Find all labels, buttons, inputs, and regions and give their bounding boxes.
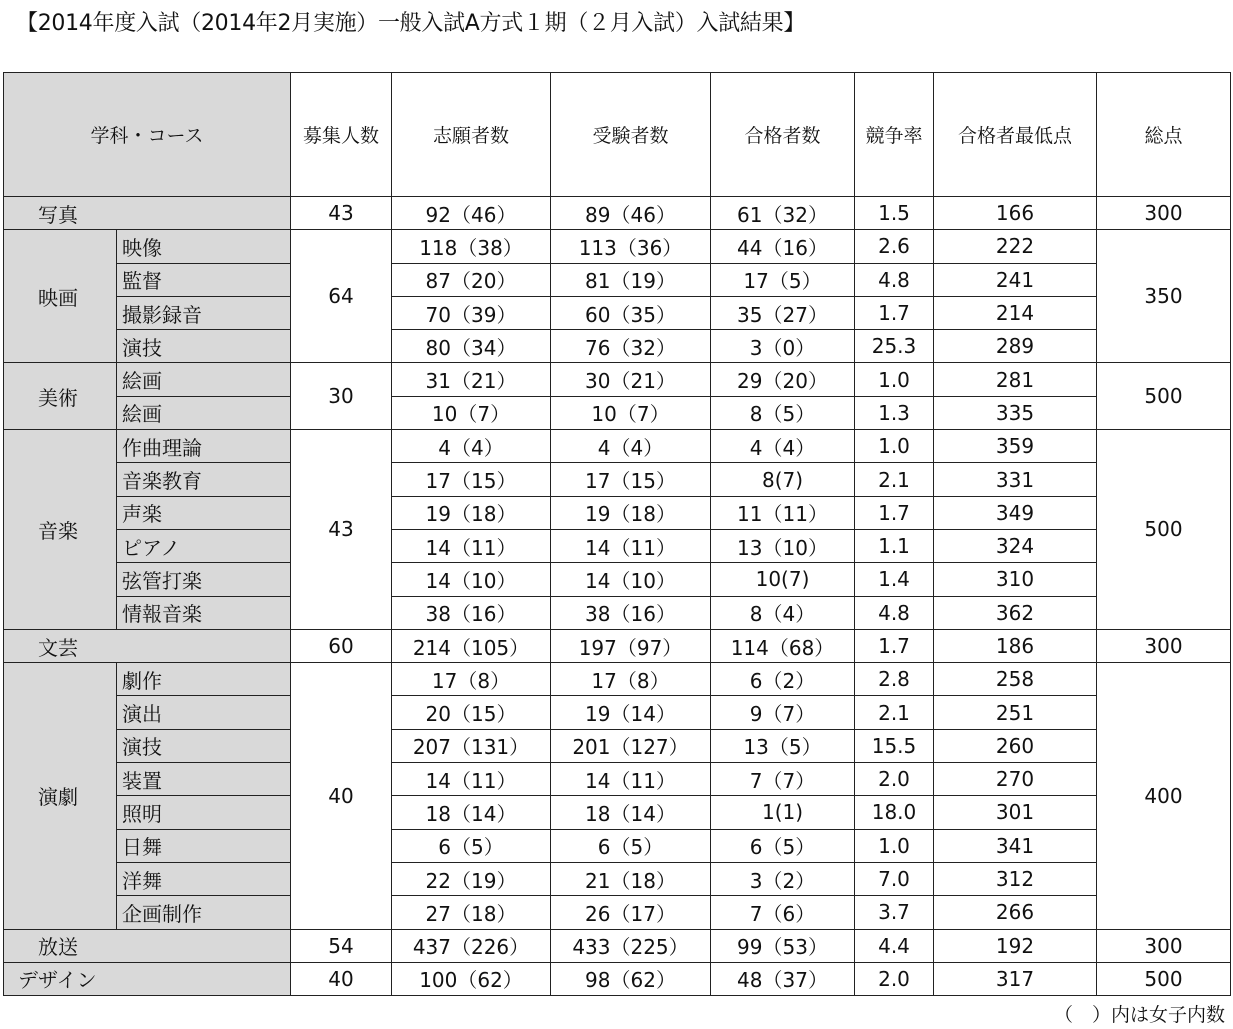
- examinees-cell: 17（15）: [551, 463, 711, 496]
- examinees-cell: 26（17）: [551, 896, 711, 929]
- total-score-cell: 400: [1097, 663, 1231, 929]
- applicants-cell: 19（18）: [392, 496, 551, 529]
- quota-cell: 64: [291, 230, 392, 363]
- table-row: [4, 829, 1231, 862]
- header-examinees: 受験者数: [551, 73, 711, 197]
- passed-cell: 10(7): [711, 563, 855, 596]
- course-cell: 映像: [117, 230, 291, 263]
- header-course: 学科・コース: [4, 73, 291, 197]
- ratio-cell: 25.3: [855, 330, 934, 363]
- examinees-cell: 98（62）: [551, 962, 711, 995]
- course-cell: 音楽教育: [117, 463, 291, 496]
- footnote: （ ）内は女子内数: [1053, 1004, 1225, 1026]
- passed-cell: 7（6）: [711, 896, 855, 929]
- min-score-cell: 324: [934, 529, 1097, 562]
- passed-cell: 3（2）: [711, 862, 855, 895]
- table-row: [4, 363, 1231, 396]
- ratio-cell: 1.7: [855, 296, 934, 329]
- applicants-cell: 437（226）: [392, 929, 551, 962]
- table-row: [4, 663, 1231, 696]
- passed-cell: 3（0）: [711, 330, 855, 363]
- min-score-cell: 362: [934, 596, 1097, 629]
- ratio-cell: 7.0: [855, 862, 934, 895]
- table-row: [4, 896, 1231, 929]
- min-score-cell: 270: [934, 763, 1097, 796]
- passed-cell: 8（5）: [711, 396, 855, 429]
- page-title: 【2014年度入試（2014年2月実施）一般入試A方式１期（２月入試）入試結果】: [16, 11, 806, 36]
- course-cell: 声楽: [117, 496, 291, 529]
- applicants-cell: 100（62）: [392, 962, 551, 995]
- total-score-cell: 500: [1097, 363, 1231, 430]
- passed-cell: 35（27）: [711, 296, 855, 329]
- ratio-cell: 1.0: [855, 829, 934, 862]
- results-body: [4, 197, 1231, 996]
- applicants-cell: 38（16）: [392, 596, 551, 629]
- department-cell: 写真: [4, 197, 291, 230]
- table-row: [4, 463, 1231, 496]
- applicants-cell: 4（4）: [392, 430, 551, 463]
- total-score-cell: 300: [1097, 197, 1231, 230]
- min-score-cell: 301: [934, 796, 1097, 829]
- course-cell: 劇作: [117, 663, 291, 696]
- department-cell: 文芸: [4, 629, 291, 662]
- applicants-cell: 20（15）: [392, 696, 551, 729]
- applicants-cell: 207（131）: [392, 729, 551, 762]
- ratio-cell: 2.1: [855, 696, 934, 729]
- min-score-cell: 331: [934, 463, 1097, 496]
- passed-cell: 9（7）: [711, 696, 855, 729]
- table-row: [4, 962, 1231, 995]
- ratio-cell: 2.6: [855, 230, 934, 263]
- department-cell: デザイン: [4, 962, 291, 995]
- passed-cell: 114（68）: [711, 629, 855, 662]
- passed-cell: 1(1): [711, 796, 855, 829]
- ratio-cell: 1.7: [855, 629, 934, 662]
- applicants-cell: 14（10）: [392, 563, 551, 596]
- ratio-cell: 1.7: [855, 496, 934, 529]
- applicants-cell: 70（39）: [392, 296, 551, 329]
- examinees-cell: 4（4）: [551, 430, 711, 463]
- applicants-cell: 22（19）: [392, 862, 551, 895]
- course-cell: 絵画: [117, 396, 291, 429]
- quota-cell: 60: [291, 629, 392, 662]
- ratio-cell: 1.5: [855, 197, 934, 230]
- quota-cell: 43: [291, 430, 392, 630]
- ratio-cell: 1.4: [855, 563, 934, 596]
- table-row: [4, 197, 1231, 230]
- total-score-cell: 500: [1097, 430, 1231, 630]
- passed-cell: 99（53）: [711, 929, 855, 962]
- ratio-cell: 2.8: [855, 663, 934, 696]
- applicants-cell: 18（14）: [392, 796, 551, 829]
- table-row: [4, 396, 1231, 429]
- passed-cell: 13（5）: [711, 729, 855, 762]
- min-score-cell: 289: [934, 330, 1097, 363]
- examinees-cell: 81（19）: [551, 263, 711, 296]
- passed-cell: 7（7）: [711, 763, 855, 796]
- applicants-cell: 27（18）: [392, 896, 551, 929]
- applicants-cell: 17（15）: [392, 463, 551, 496]
- table-row: [4, 563, 1231, 596]
- ratio-cell: 4.8: [855, 263, 934, 296]
- table-row: [4, 862, 1231, 895]
- quota-cell: 30: [291, 363, 392, 430]
- passed-cell: 4（4）: [711, 430, 855, 463]
- examinees-cell: 10（7）: [551, 396, 711, 429]
- applicants-cell: 14（11）: [392, 763, 551, 796]
- header-row: [4, 73, 1231, 197]
- ratio-cell: 4.4: [855, 929, 934, 962]
- min-score-cell: 192: [934, 929, 1097, 962]
- min-score-cell: 266: [934, 896, 1097, 929]
- examinees-cell: 197（97）: [551, 629, 711, 662]
- ratio-cell: 1.1: [855, 529, 934, 562]
- course-cell: 作曲理論: [117, 430, 291, 463]
- examinees-cell: 21（18）: [551, 862, 711, 895]
- min-score-cell: 310: [934, 563, 1097, 596]
- table-row: [4, 796, 1231, 829]
- department-cell: 音楽: [4, 430, 117, 630]
- examinees-cell: 113（36）: [551, 230, 711, 263]
- course-cell: 洋舞: [117, 862, 291, 895]
- min-score-cell: 241: [934, 263, 1097, 296]
- table-row: [4, 929, 1231, 962]
- examinees-cell: 38（16）: [551, 596, 711, 629]
- ratio-cell: 1.3: [855, 396, 934, 429]
- ratio-cell: 4.8: [855, 596, 934, 629]
- passed-cell: 6（5）: [711, 829, 855, 862]
- results-table: [3, 72, 1231, 996]
- table-row: [4, 629, 1231, 662]
- header-passed: 合格者数: [711, 73, 855, 197]
- applicants-cell: 118（38）: [392, 230, 551, 263]
- min-score-cell: 251: [934, 696, 1097, 729]
- course-cell: ピアノ: [117, 529, 291, 562]
- examinees-cell: 201（127）: [551, 729, 711, 762]
- applicants-cell: 6（5）: [392, 829, 551, 862]
- examinees-cell: 433（225）: [551, 929, 711, 962]
- course-cell: 絵画: [117, 363, 291, 396]
- table-row: [4, 696, 1231, 729]
- department-cell: 演劇: [4, 663, 117, 929]
- table-row: [4, 296, 1231, 329]
- min-score-cell: 349: [934, 496, 1097, 529]
- header-min-score: 合格者最低点: [934, 73, 1097, 197]
- ratio-cell: 3.7: [855, 896, 934, 929]
- examinees-cell: 19（18）: [551, 496, 711, 529]
- ratio-cell: 1.0: [855, 430, 934, 463]
- header-ratio: 競争率: [855, 73, 934, 197]
- examinees-cell: 14（11）: [551, 763, 711, 796]
- applicants-cell: 17（8）: [392, 663, 551, 696]
- ratio-cell: 18.0: [855, 796, 934, 829]
- applicants-cell: 87（20）: [392, 263, 551, 296]
- passed-cell: 6（2）: [711, 663, 855, 696]
- header-quota: 募集人数: [291, 73, 392, 197]
- course-cell: 照明: [117, 796, 291, 829]
- ratio-cell: 2.0: [855, 763, 934, 796]
- examinees-cell: 76（32）: [551, 330, 711, 363]
- table-row: [4, 263, 1231, 296]
- table-row: [4, 330, 1231, 363]
- passed-cell: 61（32）: [711, 197, 855, 230]
- min-score-cell: 312: [934, 862, 1097, 895]
- table-row: [4, 596, 1231, 629]
- course-cell: 演技: [117, 729, 291, 762]
- examinees-cell: 18（14）: [551, 796, 711, 829]
- header-total: 総点: [1097, 73, 1231, 197]
- examinees-cell: 89（46）: [551, 197, 711, 230]
- ratio-cell: 1.0: [855, 363, 934, 396]
- table-row: [4, 230, 1231, 263]
- examinees-cell: 14（11）: [551, 529, 711, 562]
- passed-cell: 13（10）: [711, 529, 855, 562]
- examinees-cell: 60（35）: [551, 296, 711, 329]
- quota-cell: 43: [291, 197, 392, 230]
- min-score-cell: 222: [934, 230, 1097, 263]
- course-cell: 情報音楽: [117, 596, 291, 629]
- passed-cell: 8（4）: [711, 596, 855, 629]
- ratio-cell: 2.1: [855, 463, 934, 496]
- examinees-cell: 14（10）: [551, 563, 711, 596]
- course-cell: 演技: [117, 330, 291, 363]
- passed-cell: 8(7): [711, 463, 855, 496]
- total-score-cell: 300: [1097, 929, 1231, 962]
- passed-cell: 11（11）: [711, 496, 855, 529]
- applicants-cell: 10（7）: [392, 396, 551, 429]
- quota-cell: 40: [291, 962, 392, 995]
- course-cell: 撮影録音: [117, 296, 291, 329]
- ratio-cell: 15.5: [855, 729, 934, 762]
- table-row: [4, 529, 1231, 562]
- min-score-cell: 317: [934, 962, 1097, 995]
- table-row: [4, 430, 1231, 463]
- min-score-cell: 214: [934, 296, 1097, 329]
- examinees-cell: 30（21）: [551, 363, 711, 396]
- passed-cell: 48（37）: [711, 962, 855, 995]
- min-score-cell: 186: [934, 629, 1097, 662]
- min-score-cell: 258: [934, 663, 1097, 696]
- course-cell: 演出: [117, 696, 291, 729]
- examinees-cell: 17（8）: [551, 663, 711, 696]
- passed-cell: 44（16）: [711, 230, 855, 263]
- department-cell: 美術: [4, 363, 117, 430]
- header-applicants: 志願者数: [392, 73, 551, 197]
- applicants-cell: 214（105）: [392, 629, 551, 662]
- min-score-cell: 281: [934, 363, 1097, 396]
- course-cell: 日舞: [117, 829, 291, 862]
- department-cell: 映画: [4, 230, 117, 363]
- total-score-cell: 500: [1097, 962, 1231, 995]
- applicants-cell: 14（11）: [392, 529, 551, 562]
- examinees-cell: 19（14）: [551, 696, 711, 729]
- total-score-cell: 350: [1097, 230, 1231, 363]
- quota-cell: 54: [291, 929, 392, 962]
- min-score-cell: 341: [934, 829, 1097, 862]
- min-score-cell: 166: [934, 197, 1097, 230]
- course-cell: 監督: [117, 263, 291, 296]
- applicants-cell: 31（21）: [392, 363, 551, 396]
- min-score-cell: 335: [934, 396, 1097, 429]
- passed-cell: 29（20）: [711, 363, 855, 396]
- table-row: [4, 763, 1231, 796]
- applicants-cell: 92（46）: [392, 197, 551, 230]
- table-row: [4, 496, 1231, 529]
- table-row: [4, 729, 1231, 762]
- department-cell: 放送: [4, 929, 291, 962]
- course-cell: 弦管打楽: [117, 563, 291, 596]
- min-score-cell: 359: [934, 430, 1097, 463]
- ratio-cell: 2.0: [855, 962, 934, 995]
- passed-cell: 17（5）: [711, 263, 855, 296]
- min-score-cell: 260: [934, 729, 1097, 762]
- course-cell: 装置: [117, 763, 291, 796]
- total-score-cell: 300: [1097, 629, 1231, 662]
- applicants-cell: 80（34）: [392, 330, 551, 363]
- quota-cell: 40: [291, 663, 392, 929]
- course-cell: 企画制作: [117, 896, 291, 929]
- examinees-cell: 6（5）: [551, 829, 711, 862]
